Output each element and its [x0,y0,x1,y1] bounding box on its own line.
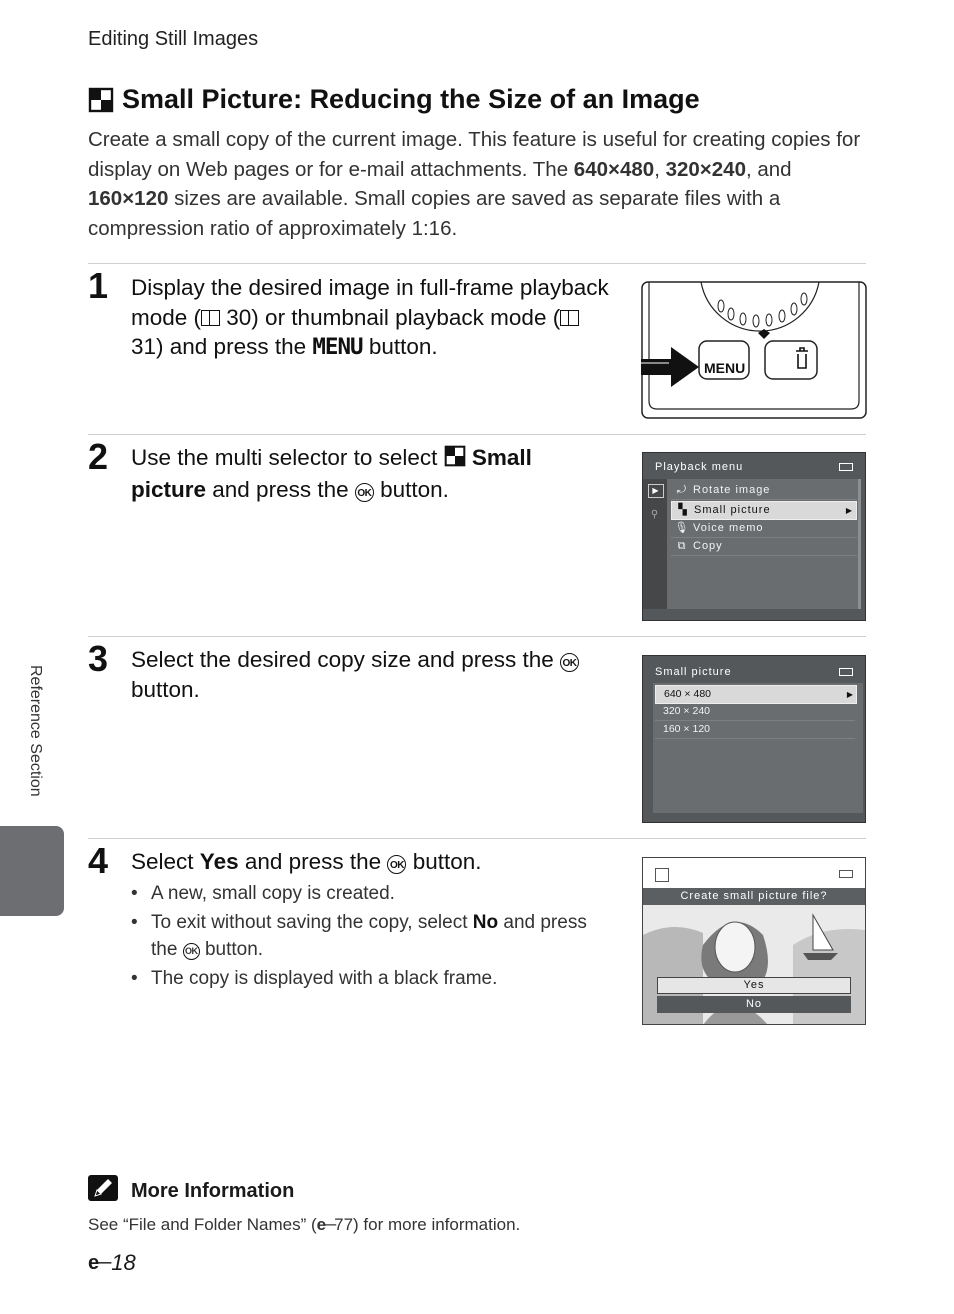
menu-list [667,479,861,609]
size-option-160[interactable] [655,721,855,739]
section-tab [0,826,64,916]
more-info-title: More Information [131,1180,295,1202]
step-number: 4 [88,840,109,881]
title-text: Small Picture: Reducing the Size of an Image [122,84,700,114]
menu-title: Small picture [655,666,732,678]
size-option-320[interactable] [655,703,855,721]
more-info-text-part: 77) for more information. [334,1215,521,1234]
page-title [88,84,700,115]
step-text-part: and press the [206,476,355,502]
book-icon [201,310,220,326]
reference-section-icon: e─ [88,1251,110,1274]
size-320: 320×240 [665,157,746,181]
step-text-part: Select [131,849,200,874]
bullet-item [131,880,611,907]
size-list [653,683,863,813]
menu-title: Playback menu [655,461,744,473]
setup-tab-icon[interactable]: ⚲ [650,509,660,520]
menu-item-small-picture[interactable] [671,501,857,520]
menu-button-label: MENU [704,360,746,376]
divider [88,636,866,637]
step-4-text [131,847,611,877]
ok-button-icon: OK [387,855,406,874]
intro-comma: , [654,157,666,181]
book-icon [560,310,579,326]
running-head: Editing Still Images [88,28,259,50]
battery-icon [839,668,853,676]
small-picture-icon [88,87,114,113]
more-info-text [88,1215,520,1235]
battery-icon [839,870,853,878]
step-4-bullets [131,880,611,994]
size-640: 640×480 [573,157,655,181]
battery-icon [839,463,853,471]
confirm-screen [642,857,866,1025]
pencil-note-icon [88,1175,118,1201]
step-text-part: 30) or thumbnail playback mode ( [220,304,561,330]
playback-tab-icon[interactable]: ▶ [648,484,664,498]
microphone-icon: 🎙 [674,522,690,534]
bullet-item [131,965,611,992]
step-number: 1 [88,265,109,306]
size-label: 320 × 240 [663,705,711,717]
bullet-text: button. [199,939,264,960]
step-text-part: Display the desired image in full-frame playback mode ( [131,275,609,330]
menu-word: MENU [312,334,363,360]
step-3-text [131,645,611,704]
small-picture-icon: ▚ [678,504,688,516]
confirm-question: Create small picture file? [643,888,865,905]
bullet-text: The copy is displayed with a black frame. [151,968,498,989]
size-label: 640 × 480 [664,688,712,700]
divider [88,263,866,264]
ok-button-icon: OK [183,943,200,960]
yes-label: Yes [199,849,239,874]
reference-section-icon: e─ [316,1215,335,1234]
step-text-part: Use the multi selector to select [131,445,444,470]
small-picture-label: Small picture [131,445,532,502]
copy-icon: ⧉ [677,540,687,552]
intro-text: Create a small copy of the current image. This feature is useful for creating copies for display on Web pages or for e-mail attachments. The [88,128,861,181]
menu-tab-strip [643,479,667,609]
size-label: 160 × 120 [663,723,711,735]
bullet-text: A new, small copy is created. [151,883,395,904]
bullet-text: To exit without saving the copy, select [151,912,473,933]
step-text-part: button. [131,676,200,702]
step-number: 2 [88,436,109,477]
small-picture-icon [655,868,669,882]
rotate-icon: ⤾ [676,484,688,496]
step-text-part: and press the [238,849,388,874]
menu-item-label: Copy [693,540,723,552]
step-text-part: button. [406,849,482,874]
step-2-text [131,443,611,504]
playback-menu-screen [642,452,866,621]
page-number-value: 18 [111,1250,136,1275]
small-picture-screen [642,655,866,823]
menu-item-label: Small picture [694,504,771,516]
side-section-label: Reference Section [27,665,44,797]
no-option[interactable]: No [657,996,851,1013]
step-text-part: 31) and press the [131,334,313,359]
size-option-640[interactable] [655,685,857,704]
size-160: 160×120 [88,187,169,210]
no-label: No [472,912,499,933]
step-1-text [131,273,611,363]
ok-button-icon: OK [355,483,374,502]
scrollbar[interactable] [858,479,861,609]
step-number: 3 [88,638,109,679]
step-text-part: button. [373,476,449,502]
bullet-text: and press the [151,912,587,960]
intro-paragraph [88,125,873,243]
menu-item-label: Voice memo [693,522,764,534]
camera-illustration [641,281,867,419]
chevron-right-icon: ▶ [845,506,853,515]
intro-and: , and [745,157,792,181]
chevron-right-icon: ▶ [846,690,853,699]
divider [88,838,866,839]
step-text-part: Select the desired copy size and press the [131,647,560,672]
step-text-part: button. [362,334,438,359]
divider [88,434,866,435]
small-picture-icon [444,445,466,475]
menu-item-voice-memo[interactable] [671,520,857,538]
yes-option[interactable]: Yes [657,977,851,994]
page-number [88,1250,136,1276]
menu-item-label: Rotate image [693,484,771,496]
more-info-text-part: See “File and Folder Names” ( [88,1215,317,1234]
intro-text-2: sizes are available. Small copies are saved as separate files with a compression ratio of approximately 1:16. [88,187,781,240]
ok-button-icon: OK [560,653,579,672]
menu-item-rotate[interactable] [671,482,857,500]
bullet-item [131,909,611,963]
menu-item-copy[interactable] [671,538,857,556]
